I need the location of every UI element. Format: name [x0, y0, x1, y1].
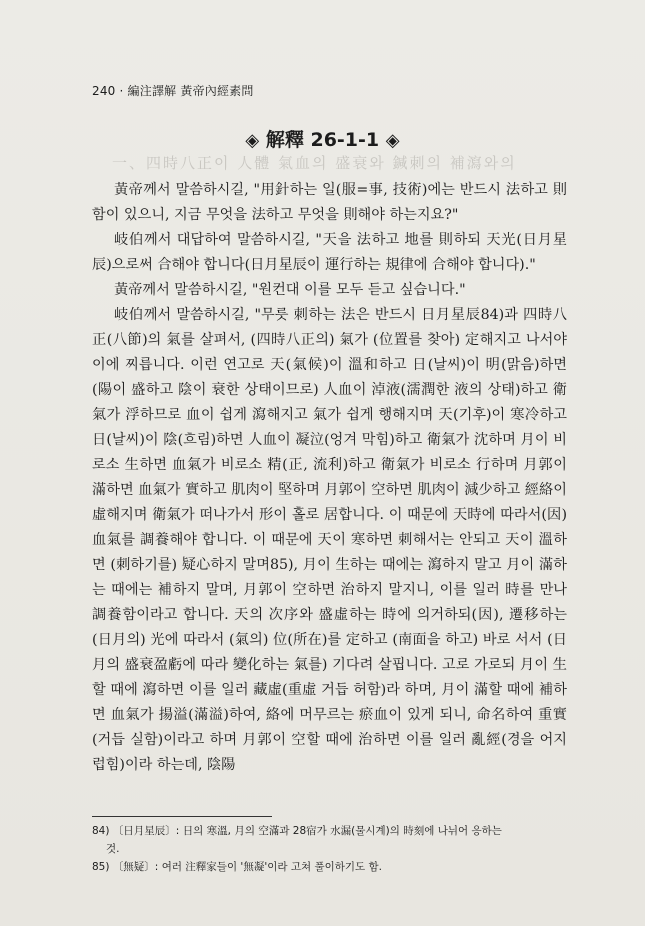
footnote [92, 823, 562, 839]
footnote-label: 84) 〔日月星辰〕: [92, 825, 180, 837]
body-text [92, 178, 567, 778]
bleed-through-text: 一、四時八正이 人體 氣血의 盛衰와 鍼刺의 補瀉와의 [112, 154, 517, 172]
paragraph: 黃帝께서 말씀하시길, "用針하는 일(服=事, 技術)에는 반드시 法하고 則함이 있으니, 지금 무엇을 法하고 무엇을 則해야 하는지요?" [92, 182, 567, 223]
footnote-text: 日의 寒溫, 月의 空滿과 28宿가 水漏(물시계)의 時刻에 나뉘어 응하는 [182, 825, 502, 837]
footnote-text: 여러 注釋家들이 '無凝'이라 고쳐 풀이하기도 함. [161, 861, 382, 873]
running-head: 240 · 編注譯解 黃帝內經素問 [92, 84, 254, 98]
paragraph: 岐伯께서 대답하여 말씀하시길, "天을 法하고 地를 則하되 天光(日月星辰)으로써 合해야 합니다(日月星辰이 運行하는 規律에 合해야 합니다)." [92, 232, 567, 273]
footnote-divider [92, 816, 272, 817]
section-title-text: 解釋 26-1-1 [265, 129, 380, 151]
diamond-right-icon: ◈ [385, 130, 400, 151]
paragraph: 岐伯께서 말씀하시길, "무릇 刺하는 法은 반드시 日月星辰84)과 四時八正(八節)의 氣를 살펴서, (四時八正의) 氣가 (位置를 찾아) 定해지고 나서야 이에 찌릅니다. 이런 연고로 天(氣候)이 溫和하고 日(날씨)이 明(맑음)하면 (陽이 盛하고 陰이 衰한 상태이므로) 人血이 淖液(濡潤한 液의 상태)하고 衛氣가 浮하므로 血이 쉽게 瀉해지고 氣가 쉽게 행해지며 天(기후)이 寒冷하고 日(날씨)이 陰(흐림)하면 人血이 凝泣(엉겨 막힘)하고 衛氣가 沈하며 月이 비로소 生하면 血氣가 비로소 精(正, 流利)하고 衛氣가 비로소 行하며 月郭이 滿하면 血氣가 實하고 肌肉이 堅하며 月郭이 空하면 肌肉이 減少하고 經絡이 虛해지며 衛氣가 떠나가서 形이 홀로 居합니다. 이 때문에 天時에 따라서(因) 血氣를 調養해야 합니다. 이 때문에 天이 寒하면 刺해서는 안되고 天이 溫하면 (刺하기를) 疑心하지 말며85), 月이 生하는 때에는 瀉하지 말고 月이 滿하는 때에는 補하지 말며, 月郭이 空하면 治하지 말지니, 이를 일러 時를 만나 調養함이라고 합니다. 天의 次序와 盛虛하는 時에 의거하되(因), 遷移하는 (日月의) 光에 따라서 (氣의) 位(所在)를 定하고 (南面을 하고) 바로 서서 (日月의 盛衰盈虧에 따라 變化하는 氣를) 기다려 살핍니다. 고로 가로되 月이 生할 때에 瀉하면 이를 일러 藏虛(重虛 거듭 허함)라 하며, 月이 滿할 때에 補하면 血氣가 揚溢(滿溢)하여, 絡에 머무르는 瘀血이 있게 되니, 命名하여 重實(거듭 실함)이라고 하며 月郭이 空할 때에 治하면 이를 일러 亂經(경을 어지럽힘)이라 하는데, 陰陽 [92, 307, 567, 773]
footnote-continuation: 것. [106, 843, 120, 855]
footnotes [92, 823, 562, 877]
section-title [0, 125, 645, 152]
paragraph: 黃帝께서 말씀하시길, "원컨대 이를 모두 듣고 싶습니다." [114, 282, 466, 298]
footnote-label: 85) 〔無疑〕: [92, 861, 159, 873]
diamond-left-icon: ◈ [245, 130, 260, 151]
footnote [92, 859, 562, 875]
